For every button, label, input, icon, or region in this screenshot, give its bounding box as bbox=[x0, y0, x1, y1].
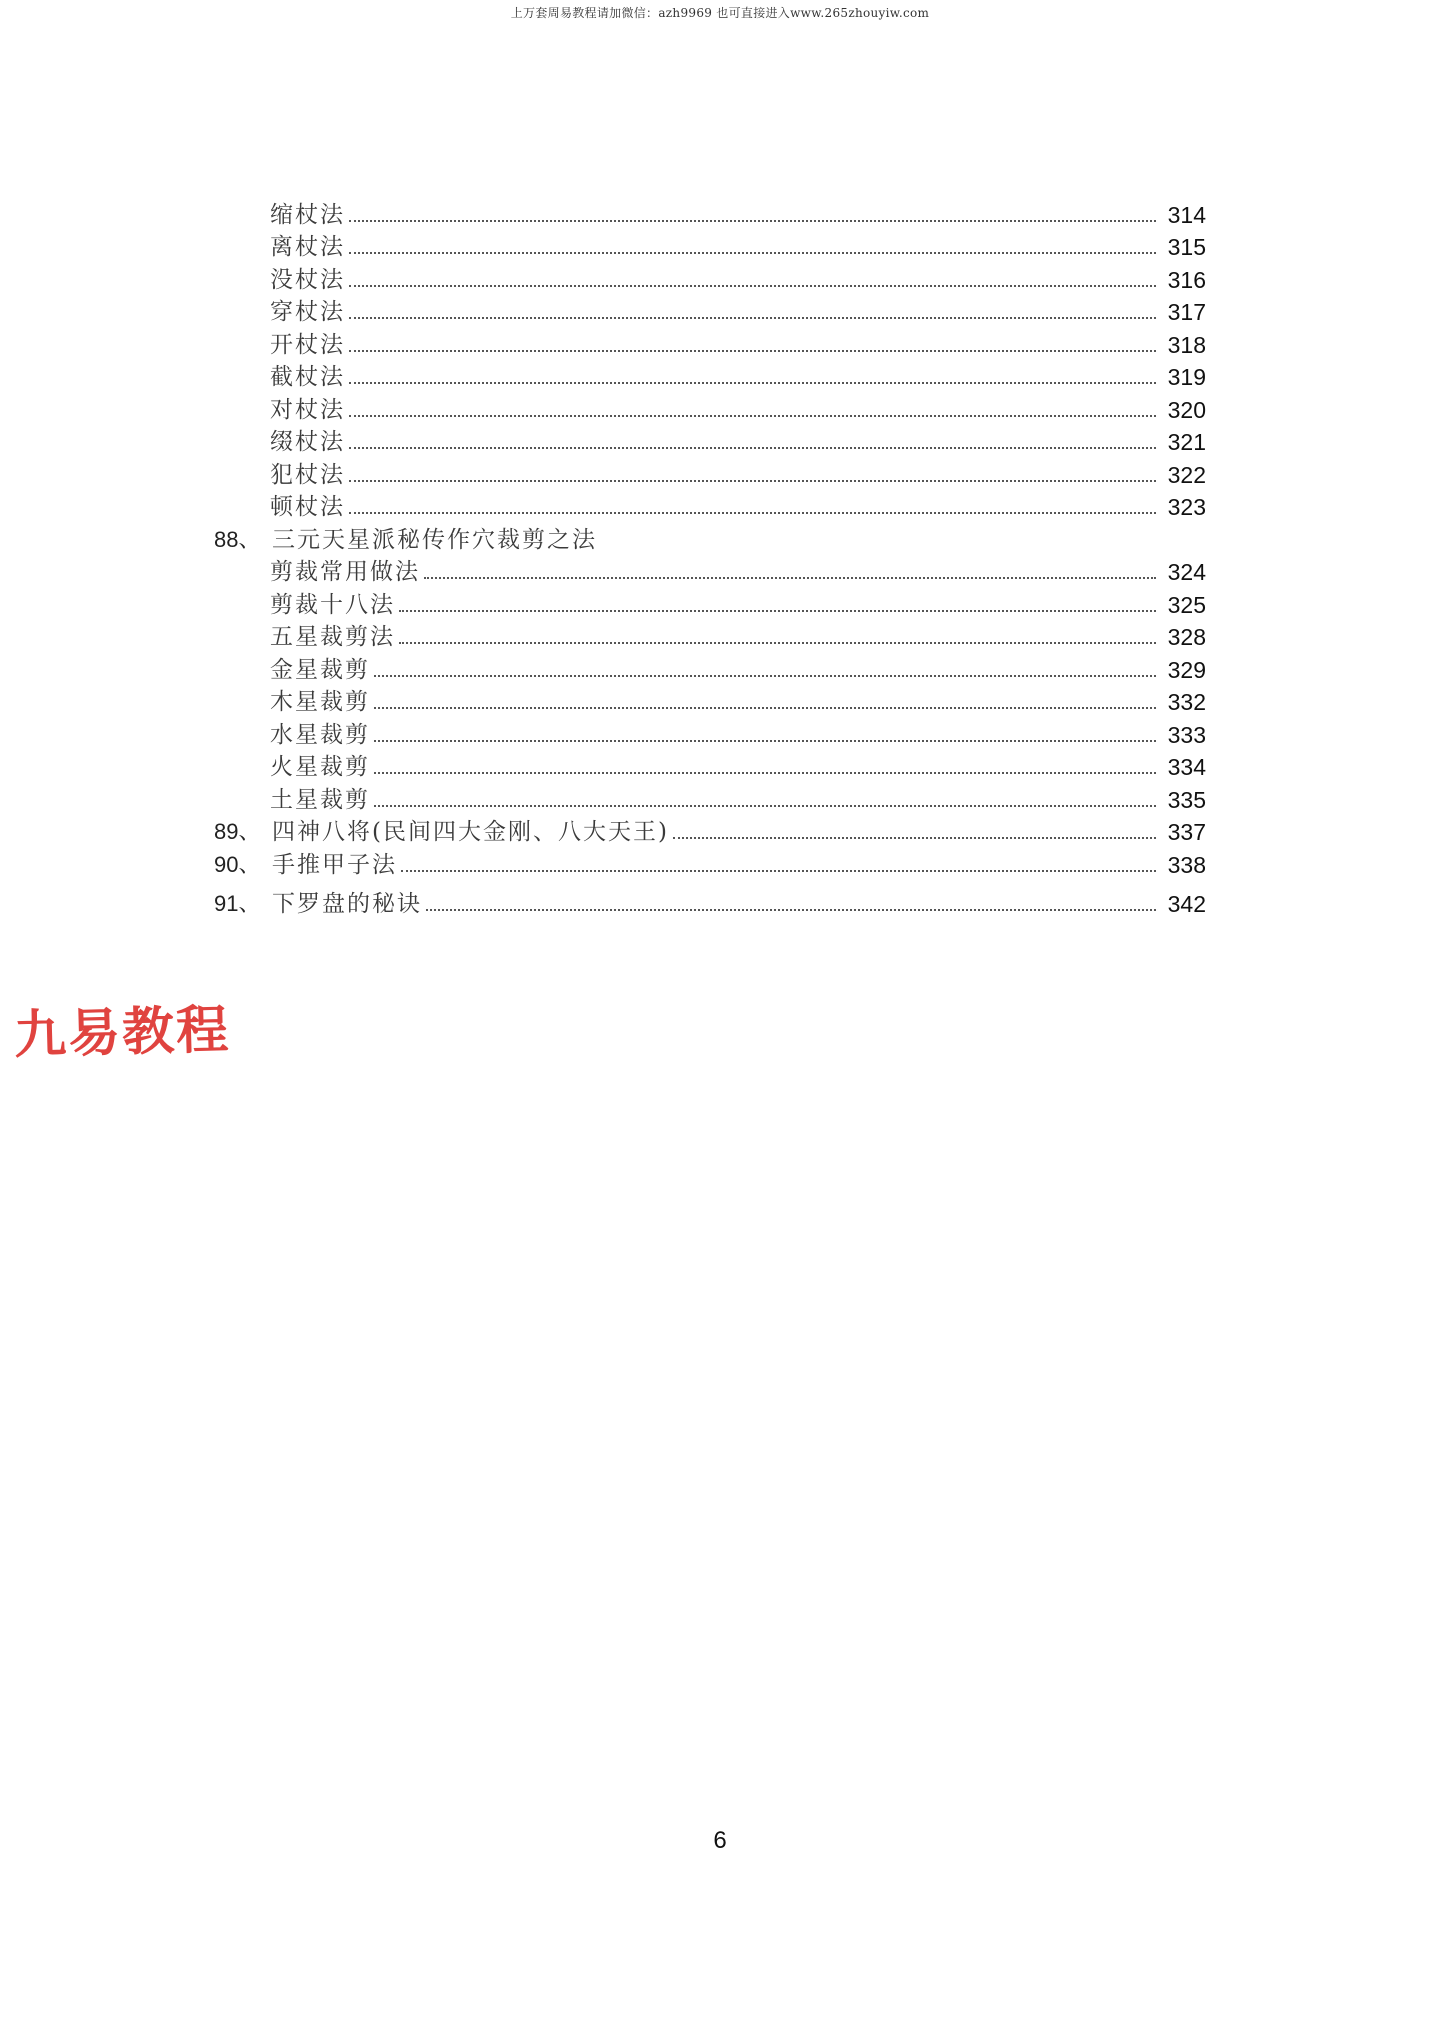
toc-dot-leader bbox=[374, 739, 1156, 742]
toc-entry-number: 90、 bbox=[214, 851, 261, 877]
toc-entry bbox=[214, 886, 1206, 919]
table-of-contents bbox=[214, 196, 1206, 918]
toc-dot-leader bbox=[349, 511, 1156, 514]
header-note: 上万套周易教程请加微信：azh9969 也可直接进入www.265zhouyiw.com bbox=[510, 6, 930, 20]
toc-dot-leader bbox=[349, 219, 1156, 222]
toc-entry-title: 剪裁十八法 bbox=[270, 591, 395, 618]
toc-entry bbox=[214, 781, 1206, 814]
toc-entry-page: 329 bbox=[1167, 656, 1206, 683]
toc-entry bbox=[214, 261, 1206, 294]
toc-dot-leader bbox=[349, 479, 1156, 482]
toc-dot-leader bbox=[374, 804, 1156, 807]
toc-entry-page: 319 bbox=[1167, 364, 1206, 390]
toc-entry bbox=[214, 684, 1206, 717]
toc-entry-page: 322 bbox=[1167, 461, 1206, 488]
toc-dot-leader bbox=[349, 284, 1156, 287]
toc-entry-title: 金星裁剪 bbox=[270, 656, 370, 683]
toc-entry-page: 318 bbox=[1167, 331, 1206, 358]
toc-entry-title: 缩杖法 bbox=[270, 201, 345, 228]
toc-entry-title: 缀杖法 bbox=[270, 429, 345, 455]
toc-dot-leader bbox=[401, 869, 1156, 872]
toc-entry-title: 火星裁剪 bbox=[270, 754, 370, 780]
toc-entry bbox=[214, 359, 1206, 392]
toc-dot-leader bbox=[374, 771, 1156, 774]
toc-entry-page: 317 bbox=[1167, 299, 1206, 325]
toc-dot-leader bbox=[349, 349, 1156, 352]
toc-entry-page: 332 bbox=[1167, 689, 1206, 715]
toc-entry bbox=[214, 619, 1206, 652]
toc-entry-title: 犯杖法 bbox=[270, 461, 345, 488]
toc-entry-title: 顿杖法 bbox=[270, 494, 345, 520]
toc-entry-page: 337 bbox=[1167, 819, 1206, 845]
toc-entry-page: 321 bbox=[1167, 429, 1206, 455]
toc-entry-page: 334 bbox=[1167, 754, 1206, 780]
toc-dot-leader bbox=[349, 414, 1156, 417]
toc-entry bbox=[214, 716, 1206, 749]
toc-dot-leader bbox=[349, 251, 1156, 254]
toc-entry-page: 314 bbox=[1167, 201, 1206, 228]
toc-entry-title: 三元天星派秘传作穴裁剪之法 bbox=[272, 526, 597, 553]
toc-entry-page: 342 bbox=[1167, 891, 1206, 917]
watermark-logo: 九易教程 bbox=[13, 1000, 231, 1066]
page-number: 6 bbox=[713, 1827, 727, 1854]
toc-dot-leader bbox=[349, 446, 1156, 449]
toc-entry bbox=[214, 424, 1206, 457]
toc-entry bbox=[214, 521, 1206, 554]
toc-entry bbox=[214, 749, 1206, 782]
toc-entry-title: 离杖法 bbox=[270, 234, 345, 260]
toc-dot-leader bbox=[399, 609, 1156, 612]
toc-entry-page: 323 bbox=[1167, 494, 1206, 520]
toc-entry bbox=[214, 846, 1206, 879]
toc-dot-leader bbox=[673, 836, 1156, 839]
toc-entry bbox=[214, 554, 1206, 587]
toc-entry-title: 截杖法 bbox=[270, 364, 345, 390]
toc-entry bbox=[214, 196, 1206, 229]
toc-dot-leader bbox=[349, 316, 1156, 319]
toc-entry-page: 320 bbox=[1167, 396, 1206, 423]
toc-entry bbox=[214, 489, 1206, 522]
toc-entry-title: 木星裁剪 bbox=[270, 689, 370, 715]
toc-entry-number: 89、 bbox=[214, 819, 261, 844]
toc-entry-page: 333 bbox=[1167, 721, 1206, 748]
toc-entry bbox=[214, 456, 1206, 489]
toc-entry-page: 316 bbox=[1167, 266, 1206, 293]
toc-entry-title: 土星裁剪 bbox=[270, 786, 370, 813]
toc-entry-page: 338 bbox=[1167, 851, 1206, 878]
toc-dot-leader bbox=[399, 641, 1156, 644]
toc-entry-title: 剪裁常用做法 bbox=[270, 559, 420, 585]
toc-entry-title: 五星裁剪法 bbox=[270, 624, 395, 650]
toc-entry bbox=[214, 391, 1206, 424]
toc-entry-title: 水星裁剪 bbox=[270, 721, 370, 748]
toc-dot-leader bbox=[374, 706, 1156, 709]
toc-entry-title: 没杖法 bbox=[270, 266, 345, 293]
toc-entry-page: 325 bbox=[1167, 591, 1206, 618]
toc-dot-leader bbox=[374, 674, 1156, 677]
toc-entry-page: 324 bbox=[1167, 559, 1206, 585]
toc-dot-leader bbox=[426, 908, 1156, 911]
toc-entry-page: 315 bbox=[1167, 234, 1206, 260]
toc-entry-title: 对杖法 bbox=[270, 396, 345, 423]
toc-entry bbox=[214, 814, 1206, 847]
toc-entry-title: 下罗盘的秘诀 bbox=[272, 891, 422, 917]
toc-dot-leader bbox=[349, 381, 1156, 384]
toc-dot-leader bbox=[424, 576, 1156, 579]
toc-entry bbox=[214, 326, 1206, 359]
toc-entry-title: 四神八将(民间四大金刚、八大天王) bbox=[272, 819, 669, 845]
toc-entry-title: 穿杖法 bbox=[270, 299, 345, 325]
toc-entry-page: 328 bbox=[1167, 624, 1206, 650]
toc-entry-number: 88、 bbox=[214, 526, 261, 552]
toc-entry-page: 335 bbox=[1167, 786, 1206, 813]
toc-entry-title: 手推甲子法 bbox=[272, 851, 397, 878]
toc-entry bbox=[214, 651, 1206, 684]
toc-entry bbox=[214, 294, 1206, 327]
toc-entry bbox=[214, 586, 1206, 619]
toc-entry-title: 开杖法 bbox=[270, 331, 345, 358]
toc-entry-number: 91、 bbox=[214, 891, 261, 916]
toc-entry bbox=[214, 229, 1206, 262]
